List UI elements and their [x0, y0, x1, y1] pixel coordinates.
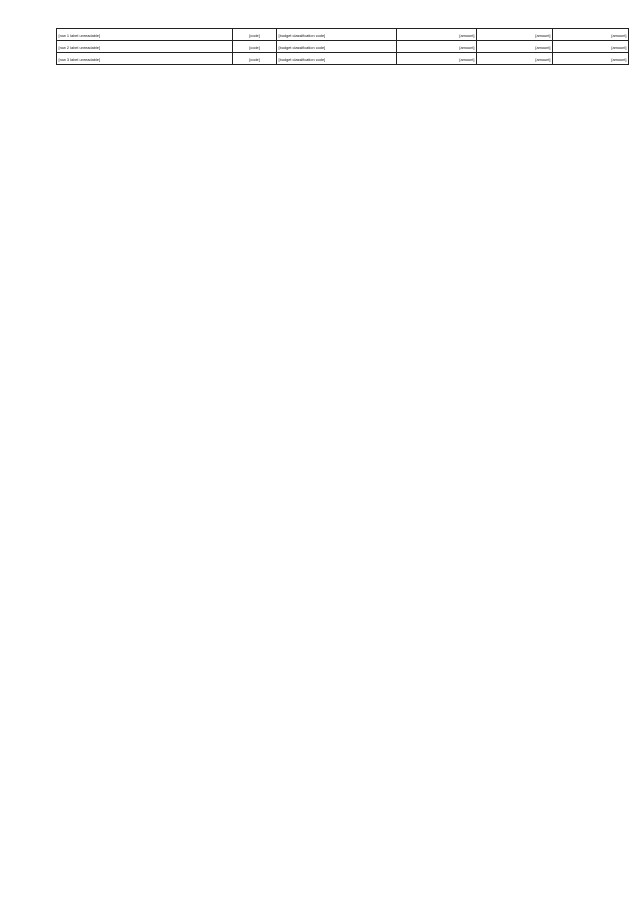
row-name-cell: [row 1 label unreadable]	[57, 29, 233, 41]
row-code-cell: [code]	[233, 29, 277, 41]
executed-amount-cell: [amount]	[477, 29, 553, 41]
assigned-amount-cell: [amount]	[397, 53, 477, 65]
report-page	[56, 28, 628, 65]
row-code-cell: [code]	[233, 41, 277, 53]
row-code-cell: [code]	[233, 53, 277, 65]
budget-class-code-cell: [budget classification code]	[277, 29, 397, 41]
budget-class-code-cell: [budget classification code]	[277, 53, 397, 65]
budget-execution-table	[56, 28, 629, 65]
unexecuted-amount-cell: [amount]	[553, 41, 629, 53]
table-row	[57, 41, 629, 53]
assigned-amount-cell: [amount]	[397, 29, 477, 41]
row-name-cell: [row 3 label unreadable]	[57, 53, 233, 65]
row-name-cell: [row 2 label unreadable]	[57, 41, 233, 53]
unexecuted-amount-cell: [amount]	[553, 29, 629, 41]
table-row	[57, 29, 629, 41]
table-body	[57, 29, 629, 65]
executed-amount-cell: [amount]	[477, 41, 553, 53]
budget-class-code-cell: [budget classification code]	[277, 41, 397, 53]
assigned-amount-cell: [amount]	[397, 41, 477, 53]
executed-amount-cell: [amount]	[477, 53, 553, 65]
table-row	[57, 53, 629, 65]
unexecuted-amount-cell: [amount]	[553, 53, 629, 65]
